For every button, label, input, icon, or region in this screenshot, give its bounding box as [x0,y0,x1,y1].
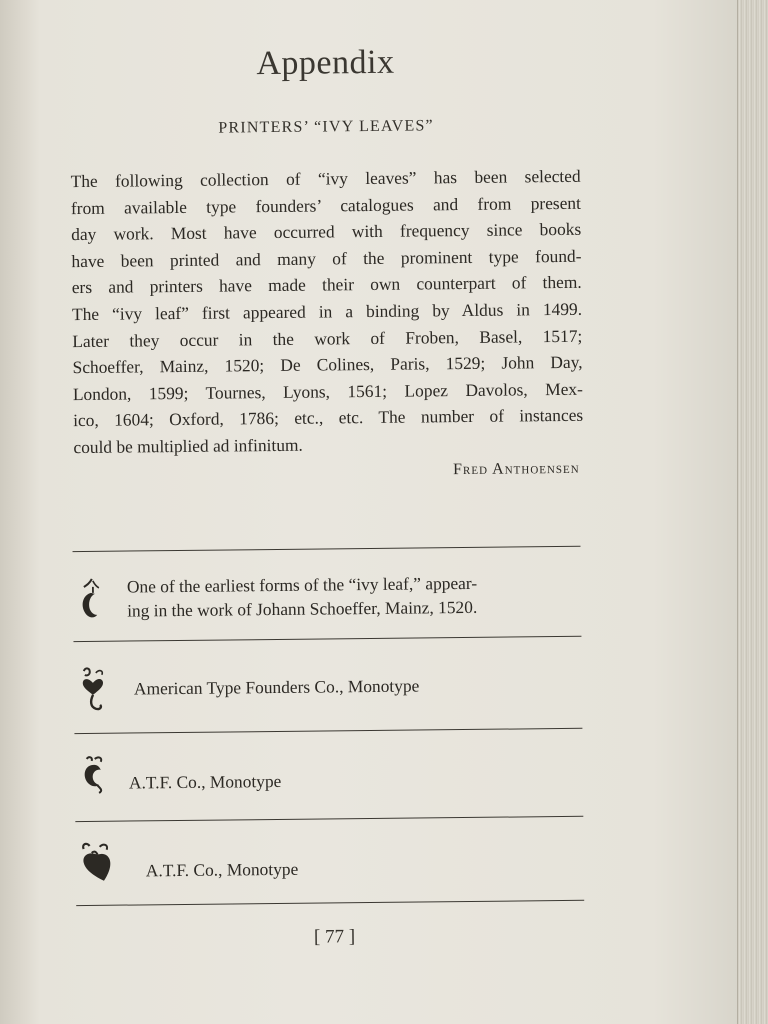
divider-rule [74,728,582,734]
section-subtitle: PRINTERS’ “IVY LEAVES” [218,117,434,137]
paragraph-line: from available type founders’ catalogues and from present [70,192,581,218]
divider-rule [73,636,581,642]
ivy-leaf-entry [74,836,594,881]
ivy-leaf-heart-icon [76,665,110,709]
entry-line: One of the earliest forms of the “ivy leaf,” appear- [126,572,478,597]
text-block [65,0,585,948]
author-name: Fred Anthoensen [453,459,580,479]
ivy-leaf-entry [72,660,592,699]
paragraph-line: The “ivy leaf” first appeared in a binding by Aldus in 1499. [71,298,583,325]
paragraph-line: could be multiplied ad infinitum. [73,434,303,458]
paragraph-line: ico, 1604; Oxford, 1786; etc., etc. The number of instances [73,405,584,431]
paragraph-line: have been printed and many of the prominent type found- [71,245,582,271]
page-title: Appendix [256,43,395,83]
paragraph-line: The following collection of “ivy leaves” has been selected [70,165,581,192]
page-number: [ 77 ] [313,926,356,948]
divider-rule [73,546,581,552]
entry-line: American Type Founders Co., Monotype [133,675,420,699]
gutter-shadow [0,0,40,1024]
entry-line: A.T.F. Co., Monotype [128,770,282,793]
entry-line: A.T.F. Co., Monotype [145,858,299,881]
paragraph-line: ers and printers have made their own counterpart of them. [71,272,582,298]
entry-line: ing in the work of Johann Schoeffer, Mainz, 1520. [127,596,478,621]
ivy-leaf-entry [71,570,591,621]
ivy-leaf-bold-icon [78,841,118,887]
ivy-leaf-entry [73,750,593,793]
divider-rule [76,900,584,906]
author-signature [380,460,580,480]
divider-rule [75,816,583,822]
ivy-leaf-solid-icon [77,755,111,799]
paragraph-line: Schoeffer, Mainz, 1520; De Colines, Paris, 1529; John Day, [72,351,583,378]
intro-paragraph [71,163,584,461]
paragraph-line: London, 1599; Tournes, Lyons, 1561; Lopez Davolos, Mex- [72,378,583,404]
page-edges [737,0,768,1024]
paragraph-line: day work. Most have occurred with frequency since books [71,218,582,245]
ivy-leaf-outline-icon [75,577,109,621]
paragraph-line: Later they occur in the work of Froben, Basel, 1517; [72,325,583,351]
